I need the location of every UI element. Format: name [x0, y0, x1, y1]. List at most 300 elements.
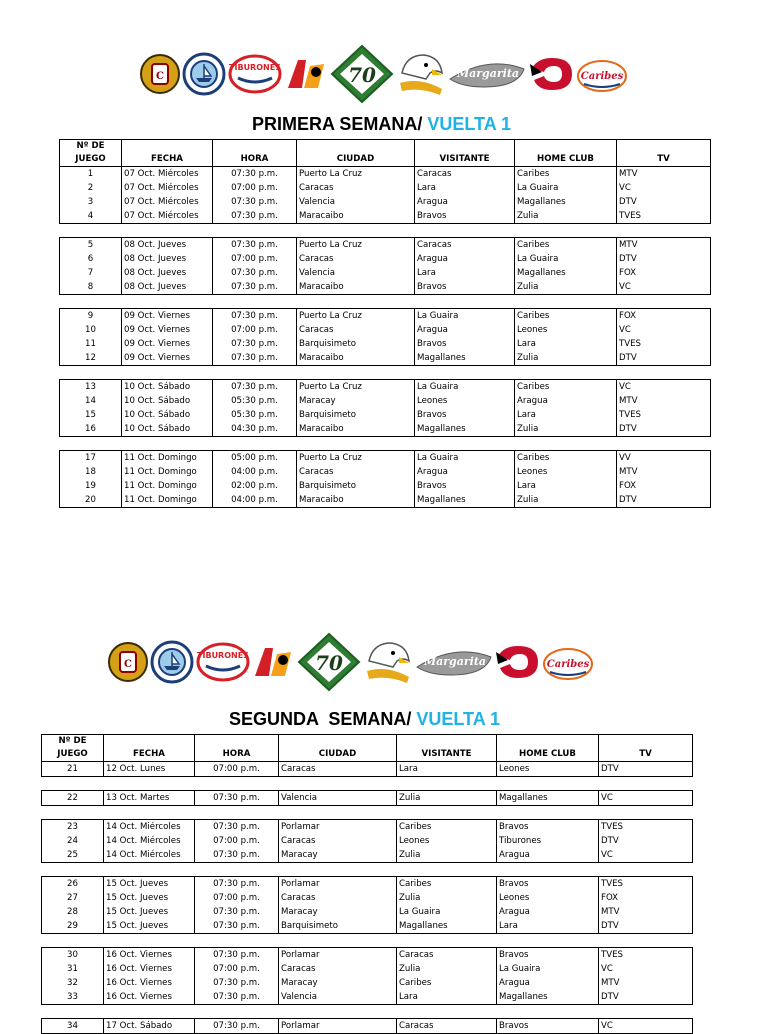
game-number-cell: 10	[60, 323, 122, 337]
tv-cell: FOX	[617, 479, 711, 493]
date-cell: 14 Oct. Miércoles	[104, 848, 195, 863]
game-number-cell: 33	[42, 990, 104, 1005]
home-club-cell: Lara	[515, 479, 617, 493]
margarita-logo	[448, 57, 526, 91]
game-number-cell: 3	[60, 195, 122, 209]
margarita-logo	[415, 645, 493, 679]
visitor-cell: Lara	[397, 990, 497, 1005]
table-row	[42, 877, 693, 892]
header-fecha: FECHA	[122, 153, 213, 167]
time-cell: 07:30 p.m.	[213, 209, 297, 224]
svg-text:70: 70	[315, 651, 343, 675]
home-club-cell: Leones	[515, 323, 617, 337]
home-club-cell: Leones	[497, 891, 599, 905]
date-cell: 08 Oct. Jueves	[122, 238, 213, 253]
tv-cell: DTV	[599, 919, 693, 934]
visitor-cell: Leones	[397, 834, 497, 848]
city-cell: Puerto La Cruz	[297, 309, 415, 324]
date-cell: 08 Oct. Jueves	[122, 266, 213, 280]
city-cell: Maracaibo	[297, 280, 415, 295]
time-cell: 07:00 p.m.	[213, 181, 297, 195]
table-row	[60, 380, 711, 395]
group-spacer	[42, 806, 693, 820]
date-cell: 11 Oct. Domingo	[122, 451, 213, 466]
city-cell: Barquisimeto	[297, 479, 415, 493]
home-club-cell: Bravos	[497, 948, 599, 963]
date-cell: 09 Oct. Viernes	[122, 351, 213, 366]
city-cell: Maracay	[279, 905, 397, 919]
header-fecha: FECHA	[104, 748, 195, 762]
date-cell: 07 Oct. Miércoles	[122, 209, 213, 224]
week2-title-main: SEGUNDA SEMANA/	[229, 709, 412, 729]
game-number-cell: 7	[60, 266, 122, 280]
game-number-cell: 22	[42, 791, 104, 806]
home-club-cell: Lara	[515, 408, 617, 422]
table-row	[42, 834, 693, 848]
table-row	[60, 280, 711, 295]
table-row	[42, 820, 693, 835]
table-row	[42, 762, 693, 777]
game-number-cell: 18	[60, 465, 122, 479]
city-cell: Porlamar	[279, 948, 397, 963]
time-cell: 07:30 p.m.	[195, 820, 279, 835]
tigres-logo	[251, 642, 295, 682]
table-row	[60, 479, 711, 493]
date-cell: 11 Oct. Domingo	[122, 493, 213, 508]
tv-cell: MTV	[599, 976, 693, 990]
visitor-cell: Magallanes	[415, 422, 515, 437]
city-cell: Valencia	[279, 791, 397, 806]
table-row	[42, 848, 693, 863]
city-cell: Maracaibo	[297, 209, 415, 224]
visitor-cell: Aragua	[415, 252, 515, 266]
home-club-cell: Tiburones	[497, 834, 599, 848]
date-cell: 09 Oct. Viernes	[122, 337, 213, 351]
time-cell: 04:30 p.m.	[213, 422, 297, 437]
anniversary-70-logo	[330, 44, 394, 104]
tv-cell: MTV	[617, 394, 711, 408]
table-row	[60, 266, 711, 280]
tv-cell: FOX	[599, 891, 693, 905]
city-cell: Maracaibo	[297, 422, 415, 437]
table-row	[60, 394, 711, 408]
date-cell: 11 Oct. Domingo	[122, 465, 213, 479]
time-cell: 07:00 p.m.	[195, 762, 279, 777]
table-row	[60, 309, 711, 324]
header-ciudad: CIUDAD	[297, 153, 415, 167]
game-number-cell: 29	[42, 919, 104, 934]
home-club-cell: Magallanes	[515, 266, 617, 280]
date-cell: 08 Oct. Jueves	[122, 280, 213, 295]
visitor-cell: Lara	[415, 181, 515, 195]
aguilas-logo	[396, 49, 446, 99]
city-cell: Caracas	[279, 834, 397, 848]
header-hora: HORA	[213, 153, 297, 167]
tv-cell: TVES	[599, 820, 693, 835]
svg-text:Margarita: Margarita	[423, 655, 486, 668]
game-number-cell: 20	[60, 493, 122, 508]
time-cell: 07:30 p.m.	[195, 791, 279, 806]
city-cell: Porlamar	[279, 820, 397, 835]
tv-cell: VC	[599, 1019, 693, 1034]
date-cell: 15 Oct. Jueves	[104, 905, 195, 919]
game-number-cell: 9	[60, 309, 122, 324]
date-cell: 10 Oct. Sábado	[122, 422, 213, 437]
week1-title	[252, 114, 511, 135]
home-club-cell: Caribes	[515, 380, 617, 395]
tv-cell: DTV	[617, 351, 711, 366]
time-cell: 07:30 p.m.	[195, 905, 279, 919]
city-cell: Puerto La Cruz	[297, 167, 415, 182]
date-cell: 08 Oct. Jueves	[122, 252, 213, 266]
game-number-cell: 6	[60, 252, 122, 266]
city-cell: Caracas	[297, 323, 415, 337]
tv-cell: TVES	[617, 337, 711, 351]
table-row	[60, 167, 711, 182]
date-cell: 07 Oct. Miércoles	[122, 195, 213, 209]
tv-cell: MTV	[617, 238, 711, 253]
time-cell: 07:00 p.m.	[195, 834, 279, 848]
city-cell: Barquisimeto	[279, 919, 397, 934]
tv-cell: FOX	[617, 309, 711, 324]
home-club-cell: Bravos	[497, 877, 599, 892]
time-cell: 07:00 p.m.	[213, 252, 297, 266]
game-number-cell: 11	[60, 337, 122, 351]
header-tv: TV	[617, 153, 711, 167]
date-cell: 15 Oct. Jueves	[104, 877, 195, 892]
home-club-cell: Aragua	[515, 394, 617, 408]
time-cell: 07:00 p.m.	[195, 891, 279, 905]
date-cell: 16 Oct. Viernes	[104, 976, 195, 990]
table-row	[42, 905, 693, 919]
tv-cell: VC	[617, 380, 711, 395]
game-number-cell: 25	[42, 848, 104, 863]
visitor-cell: Magallanes	[415, 493, 515, 508]
time-cell: 07:30 p.m.	[213, 167, 297, 182]
cardenales-logo	[494, 642, 540, 682]
tv-cell: MTV	[599, 905, 693, 919]
game-number-cell: 15	[60, 408, 122, 422]
time-cell: 07:30 p.m.	[213, 351, 297, 366]
tv-cell: DTV	[599, 834, 693, 848]
city-cell: Maracay	[279, 976, 397, 990]
tv-cell: TVES	[617, 408, 711, 422]
tiburones-logo	[196, 640, 250, 684]
time-cell: 07:00 p.m.	[213, 323, 297, 337]
visitor-cell: Caribes	[397, 976, 497, 990]
date-cell: 10 Oct. Sábado	[122, 394, 213, 408]
home-club-cell: La Guaira	[515, 181, 617, 195]
date-cell: 13 Oct. Martes	[104, 791, 195, 806]
home-club-cell: Leones	[515, 465, 617, 479]
city-cell: Caracas	[279, 762, 397, 777]
tiburones-logo	[228, 52, 282, 96]
caribes-logo	[542, 642, 594, 682]
city-cell: Puerto La Cruz	[297, 451, 415, 466]
group-spacer	[60, 437, 711, 451]
table-row	[60, 195, 711, 209]
date-cell: 15 Oct. Jueves	[104, 891, 195, 905]
time-cell: 07:30 p.m.	[213, 238, 297, 253]
header-visitante: VISITANTE	[397, 748, 497, 762]
time-cell: 07:30 p.m.	[213, 280, 297, 295]
date-cell: 07 Oct. Miércoles	[122, 167, 213, 182]
date-cell: 12 Oct. Lunes	[104, 762, 195, 777]
home-club-cell: Zulia	[515, 351, 617, 366]
home-club-cell: Aragua	[497, 976, 599, 990]
date-cell: 17 Oct. Sábado	[104, 1019, 195, 1034]
week2-title-accent: VUELTA 1	[416, 709, 501, 729]
visitor-cell: Caribes	[397, 820, 497, 835]
time-cell: 05:30 p.m.	[213, 408, 297, 422]
visitor-cell: Caracas	[397, 948, 497, 963]
date-cell: 15 Oct. Jueves	[104, 919, 195, 934]
week2-table-body	[42, 762, 693, 1034]
game-number-cell: 2	[60, 181, 122, 195]
table-row	[42, 948, 693, 963]
home-club-cell: Bravos	[497, 1019, 599, 1034]
game-number-cell: 14	[60, 394, 122, 408]
tv-cell: TVES	[599, 877, 693, 892]
game-number-cell: 21	[42, 762, 104, 777]
visitor-cell: Bravos	[415, 280, 515, 295]
svg-text:TIBURONES: TIBURONES	[229, 63, 281, 72]
table-row	[60, 408, 711, 422]
tv-cell: DTV	[617, 493, 711, 508]
tv-cell: VC	[617, 181, 711, 195]
visitor-cell: Bravos	[415, 408, 515, 422]
visitor-cell: La Guaira	[415, 380, 515, 395]
game-number-cell: 16	[60, 422, 122, 437]
table-row	[60, 181, 711, 195]
table-row	[60, 493, 711, 508]
visitor-cell: La Guaira	[415, 309, 515, 324]
time-cell: 07:00 p.m.	[195, 962, 279, 976]
visitor-cell: Zulia	[397, 891, 497, 905]
time-cell: 02:00 p.m.	[213, 479, 297, 493]
time-cell: 05:00 p.m.	[213, 451, 297, 466]
group-spacer	[42, 1005, 693, 1019]
tv-cell: VC	[617, 323, 711, 337]
table-row	[42, 791, 693, 806]
game-number-cell: 34	[42, 1019, 104, 1034]
city-cell: Maracay	[297, 394, 415, 408]
home-club-cell: Aragua	[497, 905, 599, 919]
city-cell: Maracay	[279, 848, 397, 863]
group-spacer	[60, 366, 711, 380]
table-row	[42, 891, 693, 905]
tv-cell: TVES	[599, 948, 693, 963]
city-cell: Puerto La Cruz	[297, 380, 415, 395]
game-number-cell: 1	[60, 167, 122, 182]
visitor-cell: Aragua	[415, 465, 515, 479]
table-row	[60, 252, 711, 266]
date-cell: 10 Oct. Sábado	[122, 408, 213, 422]
week1-title-accent: VUELTA 1	[427, 114, 512, 134]
visitor-cell: Aragua	[415, 323, 515, 337]
time-cell: 07:30 p.m.	[213, 309, 297, 324]
tv-cell: VC	[599, 962, 693, 976]
tv-cell: DTV	[599, 762, 693, 777]
city-cell: Caracas	[279, 891, 397, 905]
aguilas-logo	[363, 637, 413, 687]
home-club-cell: Lara	[497, 919, 599, 934]
navegantes-logo	[150, 640, 194, 684]
svg-text:C: C	[124, 659, 132, 670]
time-cell: 07:30 p.m.	[213, 337, 297, 351]
group-spacer	[60, 224, 711, 238]
visitor-cell: Caracas	[397, 1019, 497, 1034]
city-cell: Barquisimeto	[297, 408, 415, 422]
time-cell: 07:30 p.m.	[195, 848, 279, 863]
tv-cell: VC	[599, 848, 693, 863]
week1-table-body	[60, 167, 711, 508]
home-club-cell: La Guaira	[515, 252, 617, 266]
time-cell: 05:30 p.m.	[213, 394, 297, 408]
game-number-cell: 26	[42, 877, 104, 892]
date-cell: 16 Oct. Viernes	[104, 948, 195, 963]
visitor-cell: Bravos	[415, 479, 515, 493]
visitor-cell: La Guaira	[415, 451, 515, 466]
visitor-cell: Magallanes	[415, 351, 515, 366]
time-cell: 07:30 p.m.	[195, 877, 279, 892]
table-row	[60, 323, 711, 337]
game-number-cell: 4	[60, 209, 122, 224]
week2-title	[229, 709, 500, 730]
game-number-cell: 19	[60, 479, 122, 493]
date-cell: 11 Oct. Domingo	[122, 479, 213, 493]
svg-text:70: 70	[348, 63, 376, 87]
home-club-cell: Aragua	[497, 848, 599, 863]
city-cell: Valencia	[279, 990, 397, 1005]
city-cell: Barquisimeto	[297, 337, 415, 351]
game-number-cell: 17	[60, 451, 122, 466]
table-row	[60, 451, 711, 466]
group-spacer	[60, 295, 711, 309]
city-cell: Maracaibo	[297, 351, 415, 366]
game-number-cell: 32	[42, 976, 104, 990]
home-club-cell: Lara	[515, 337, 617, 351]
tv-cell: MTV	[617, 465, 711, 479]
city-cell: Caracas	[297, 465, 415, 479]
home-club-cell: Zulia	[515, 209, 617, 224]
header-hora: HORA	[195, 748, 279, 762]
svg-text:TIBURONES: TIBURONES	[196, 651, 249, 660]
time-cell: 07:30 p.m.	[213, 195, 297, 209]
header-game-number-2: JUEGO	[60, 153, 122, 167]
tigres-logo	[284, 54, 328, 94]
time-cell: 07:30 p.m.	[195, 976, 279, 990]
game-number-cell: 27	[42, 891, 104, 905]
navegantes-logo	[182, 52, 226, 96]
tv-cell: VC	[617, 280, 711, 295]
header-game-number-2: JUEGO	[42, 748, 104, 762]
visitor-cell: Leones	[415, 394, 515, 408]
city-cell: Valencia	[297, 195, 415, 209]
week1-title-main: PRIMERA SEMANA/	[252, 114, 423, 134]
time-cell: 04:00 p.m.	[213, 493, 297, 508]
table-row	[60, 351, 711, 366]
home-club-cell: Magallanes	[515, 195, 617, 209]
anniversary-70-logo	[297, 632, 361, 692]
visitor-cell: Zulia	[397, 962, 497, 976]
table-row	[42, 919, 693, 934]
home-club-cell: Caribes	[515, 238, 617, 253]
visitor-cell: Lara	[397, 762, 497, 777]
visitor-cell: Zulia	[397, 791, 497, 806]
visitor-cell: Bravos	[415, 337, 515, 351]
tv-cell: TVES	[617, 209, 711, 224]
visitor-cell: Caracas	[415, 238, 515, 253]
visitor-cell: Caribes	[397, 877, 497, 892]
game-number-cell: 31	[42, 962, 104, 976]
visitor-cell: Zulia	[397, 848, 497, 863]
game-number-cell: 23	[42, 820, 104, 835]
tv-cell: DTV	[617, 422, 711, 437]
leones-logo	[140, 52, 180, 96]
date-cell: 14 Oct. Miércoles	[104, 820, 195, 835]
header-game-number: Nº DE	[60, 140, 122, 154]
group-spacer	[42, 863, 693, 877]
home-club-cell: Zulia	[515, 280, 617, 295]
team-logos-week2	[108, 630, 594, 694]
team-logos-week1	[140, 44, 628, 104]
city-cell: Valencia	[297, 266, 415, 280]
city-cell: Maracaibo	[297, 493, 415, 508]
date-cell: 14 Oct. Miércoles	[104, 834, 195, 848]
date-cell: 10 Oct. Sábado	[122, 380, 213, 395]
header-tv: TV	[599, 748, 693, 762]
table-row	[42, 990, 693, 1005]
city-cell: Puerto La Cruz	[297, 238, 415, 253]
svg-text:Caribes: Caribes	[580, 71, 624, 82]
city-cell: Caracas	[279, 962, 397, 976]
leones-logo	[108, 640, 148, 684]
time-cell: 07:30 p.m.	[213, 380, 297, 395]
home-club-cell: Caribes	[515, 167, 617, 182]
table-row	[42, 962, 693, 976]
date-cell: 16 Oct. Viernes	[104, 990, 195, 1005]
home-club-cell: Caribes	[515, 451, 617, 466]
header-game-number: Nº DE	[42, 735, 104, 749]
tv-cell: DTV	[617, 252, 711, 266]
game-number-cell: 5	[60, 238, 122, 253]
header-ciudad: CIUDAD	[279, 748, 397, 762]
svg-text:C: C	[156, 71, 164, 82]
header-home-club: HOME CLUB	[497, 748, 599, 762]
table-row	[60, 465, 711, 479]
city-cell: Caracas	[297, 252, 415, 266]
table-row	[60, 238, 711, 253]
cardenales-logo	[528, 54, 574, 94]
time-cell: 07:30 p.m.	[195, 919, 279, 934]
home-club-cell: Bravos	[497, 820, 599, 835]
home-club-cell: Magallanes	[497, 990, 599, 1005]
table-row	[60, 422, 711, 437]
svg-text:Caribes: Caribes	[546, 659, 590, 670]
tv-cell: MTV	[617, 167, 711, 182]
game-number-cell: 28	[42, 905, 104, 919]
tv-cell: FOX	[617, 266, 711, 280]
date-cell: 09 Oct. Viernes	[122, 323, 213, 337]
city-cell: Caracas	[297, 181, 415, 195]
caribes-logo	[576, 54, 628, 94]
visitor-cell: Bravos	[415, 209, 515, 224]
tv-cell: DTV	[599, 990, 693, 1005]
game-number-cell: 13	[60, 380, 122, 395]
home-club-cell: Zulia	[515, 493, 617, 508]
home-club-cell: Caribes	[515, 309, 617, 324]
